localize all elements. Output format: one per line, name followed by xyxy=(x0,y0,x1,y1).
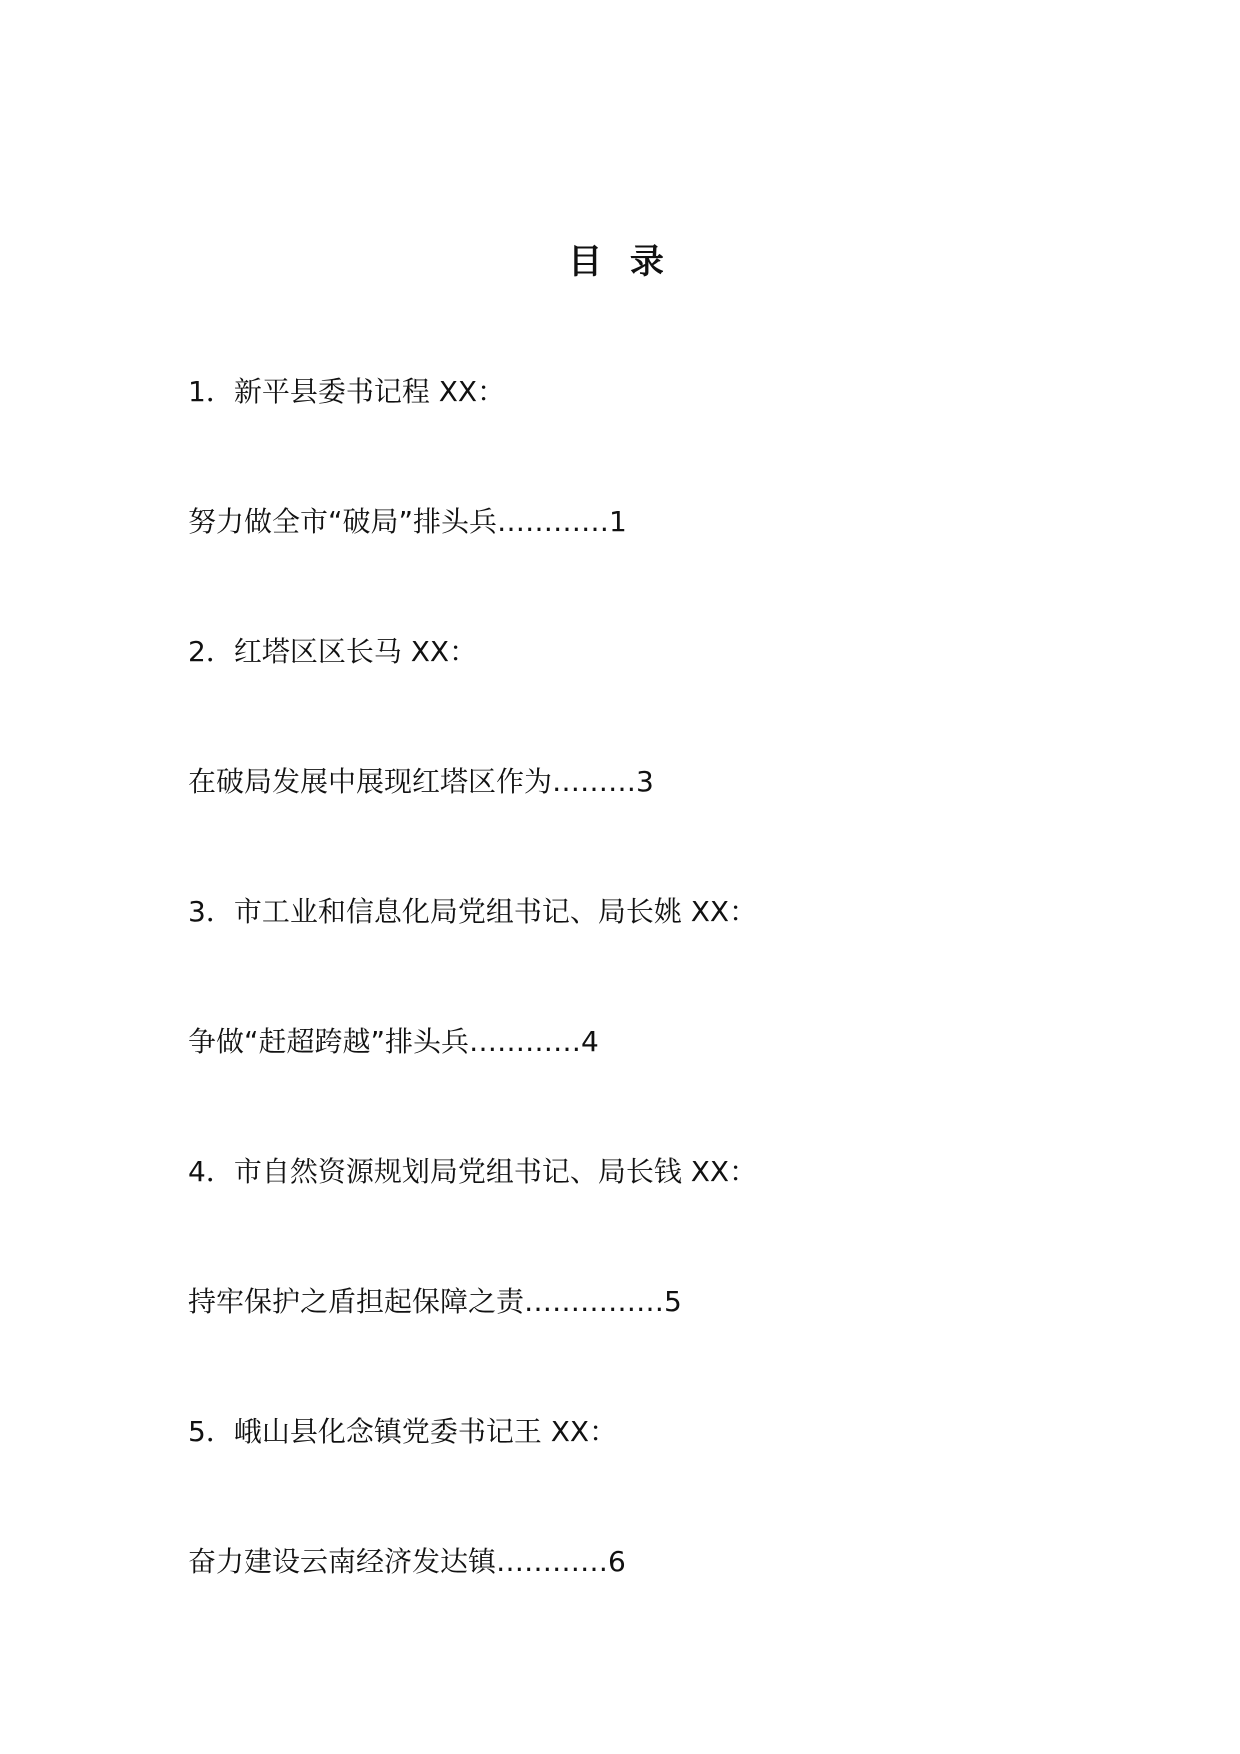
toc-title: 目 录 xyxy=(568,242,672,282)
toc-entry-5-subtitle: 奋力建设云南经济发达镇…………6 xyxy=(188,1545,626,1578)
toc-entry-1-heading: 1．新平县委书记程 XX： xyxy=(188,375,506,408)
toc-entry-2-subtitle: 在破局发展中展现红塔区作为………3 xyxy=(188,765,654,798)
toc-entry-1-subtitle: 努力做全市“破局”排头兵…………1 xyxy=(188,505,627,538)
toc-entry-4-heading: 4．市自然资源规划局党组书记、局长钱 XX： xyxy=(188,1155,758,1188)
toc-entry-5-heading: 5．峨山县化念镇党委书记王 XX： xyxy=(188,1415,618,1448)
toc-entry-3-subtitle: 争做“赶超跨越”排头兵…………4 xyxy=(188,1025,599,1058)
toc-list xyxy=(188,372,1128,1672)
toc-entry-2-heading: 2．红塔区区长马 XX： xyxy=(188,635,478,668)
toc-entry-4-subtitle: 持牢保护之盾担起保障之责……………5 xyxy=(188,1285,682,1318)
toc-entry-3-heading: 3．市工业和信息化局党组书记、局长姚 XX： xyxy=(188,895,758,928)
